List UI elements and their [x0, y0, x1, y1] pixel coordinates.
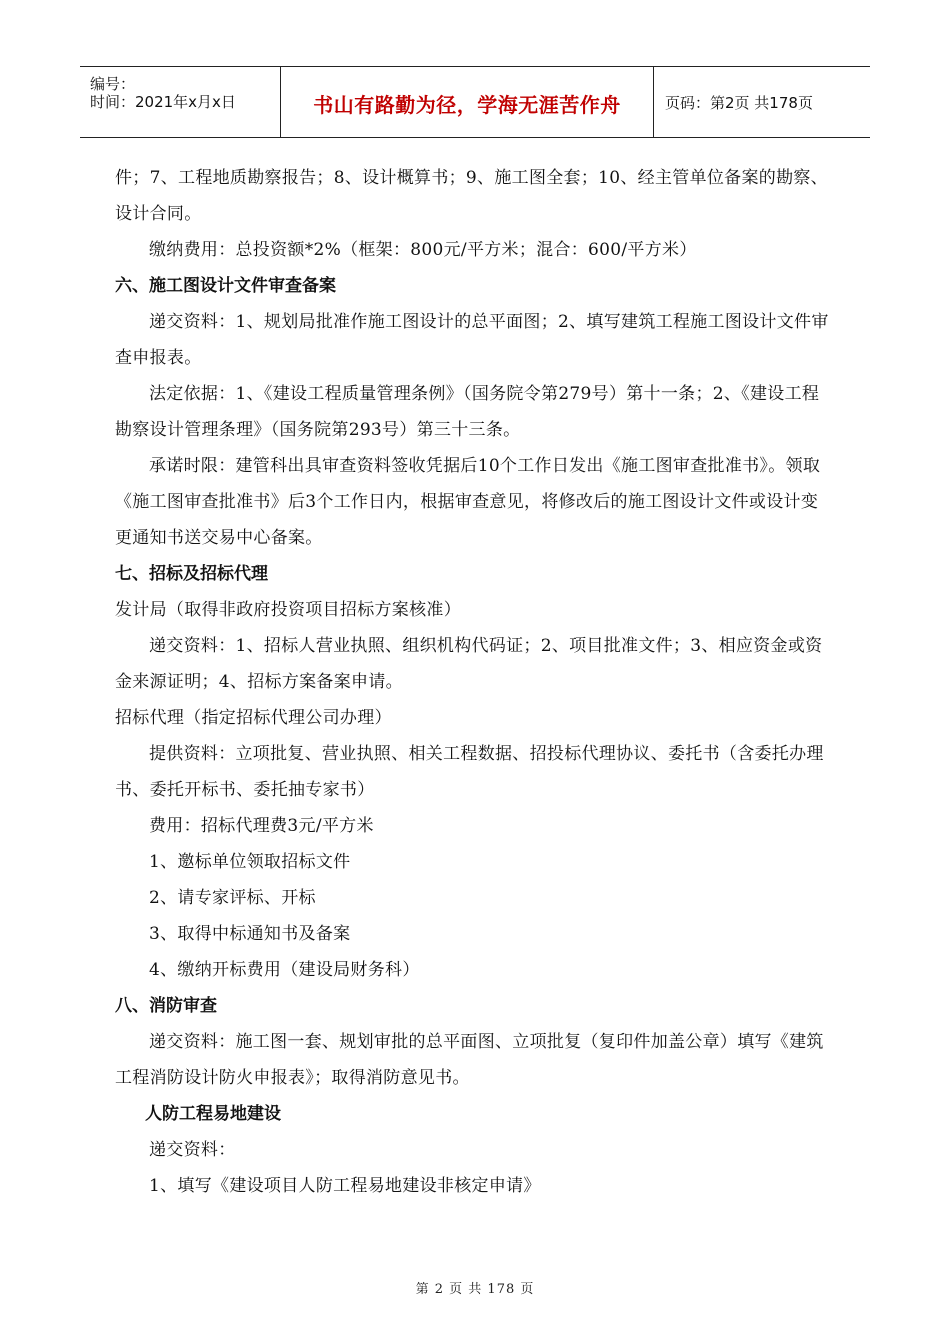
paragraph-provided-materials: 提供资料：立项批复、营业执照、相关工程数据、招投标代理协议、委托书（含委托办理书、委托开标书、委托抽专家书） — [115, 744, 824, 800]
header-motto: 书山有路勤为径，学海无涯苦作舟 — [313, 93, 621, 117]
paragraph-civil-defense-submit: 递交资料： — [149, 1140, 236, 1160]
document-date: 时间：2021年x月x日 — [90, 93, 236, 111]
paragraph-agent-fee: 费用：招标代理费3元/平方米 — [149, 816, 374, 836]
paragraph-time-limit: 承诺时限：建管科出具审查资料签收凭据后10个工作日发出《施工图审查批准书》。领取《施工图审查批准书》后3个工作日内，根据审查意见，将修改后的施工图设计文件或设计变更通知书送交易中心备案。 — [115, 456, 821, 548]
header-motto-cell — [281, 67, 654, 137]
list-item: 2、请专家评标、开标 — [149, 888, 316, 908]
section-heading-civil-defense: 人防工程易地建设 — [145, 1104, 281, 1124]
header-page-cell — [655, 67, 870, 137]
section-heading-7: 七、招标及招标代理 — [115, 564, 268, 584]
paragraph-tender-materials: 递交资料：1、招标人营业执照、组织机构代码证；2、项目批准文件；3、相应资金或资金来源证明；4、招标方案备案申请。 — [115, 636, 823, 692]
section-heading-6: 六、施工图设计文件审查备案 — [115, 276, 336, 296]
list-item: 4、缴纳开标费用（建设局财务科） — [149, 960, 420, 980]
document-body — [115, 160, 835, 1204]
paragraph-planning-bureau: 发计局（取得非政府投资项目招标方案核准） — [115, 600, 461, 620]
paragraph-fire-review: 递交资料：施工图一套、规划审批的总平面图、立项批复（复印件加盖公章）填写《建筑工程消防设计防火申报表》；取得消防意见书。 — [115, 1032, 824, 1088]
page-header — [80, 66, 870, 138]
header-page-info: 页码：第2页 共178页 — [665, 94, 813, 112]
header-left-cell — [80, 67, 281, 137]
document-code-label: 编号： — [90, 75, 136, 93]
paragraph-civil-defense-item: 1、填写《建设项目人防工程易地建设非核定申请》 — [149, 1176, 541, 1196]
paragraph-legal-basis: 法定依据：1、《建设工程质量管理条例》（国务院令第279号）第十一条；2、《建设工程勘察设计管理条理》（国务院第293号）第三十三条。 — [115, 384, 820, 440]
paragraph-fees: 缴纳费用：总投资额*2%（框架：800元/平方米；混合：600/平方米） — [149, 240, 697, 260]
paragraph-continued-list: 件；7、工程地质勘察报告；8、设计概算书；9、施工图全套；10、经主管单位备案的勘察、设计合同。 — [115, 168, 828, 224]
list-item: 3、取得中标通知书及备案 — [149, 924, 351, 944]
list-item: 1、邀标单位领取招标文件 — [149, 852, 351, 872]
paragraph-submit-materials: 递交资料：1、规划局批准作施工图设计的总平面图；2、填写建筑工程施工图设计文件审查申报表。 — [115, 312, 829, 368]
page-footer: 第 2 页 共 178 页 — [415, 1282, 535, 1297]
section-heading-8: 八、消防审查 — [115, 996, 217, 1016]
paragraph-tender-agent: 招标代理（指定招标代理公司办理） — [115, 708, 392, 728]
